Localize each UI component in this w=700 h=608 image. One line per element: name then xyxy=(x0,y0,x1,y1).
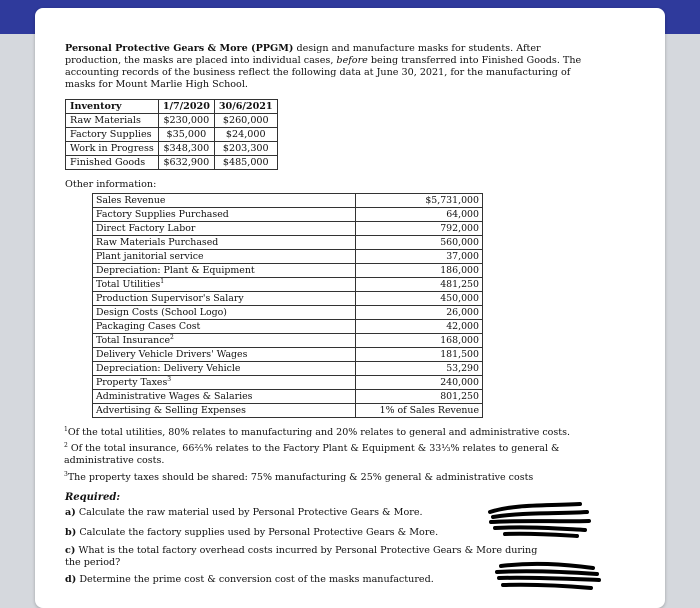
question-text: Calculate the raw material used by Personal Protective Gears & More. xyxy=(78,507,423,518)
inventory-header: 1/7/2020 xyxy=(158,100,214,114)
redaction-scribble xyxy=(485,500,605,540)
other-item-label: Delivery Vehicle Drivers' Wages xyxy=(93,348,356,362)
other-item-label: Total Utilities$^1$ xyxy=(93,278,356,292)
other-item-value: 792,000 xyxy=(356,222,483,236)
redaction-scribble xyxy=(493,558,603,596)
inventory-header: 30/6/2021 xyxy=(214,100,277,114)
question-text: What is the total factory overhead costs incurred by Personal Protective Gears & More during the period? xyxy=(65,545,538,568)
other-item-value: 53,290 xyxy=(356,362,483,376)
table-row xyxy=(93,390,483,404)
inventory-value: $230,000 xyxy=(158,114,214,128)
inventory-value: $35,000 xyxy=(158,128,214,142)
inventory-header: Inventory xyxy=(66,100,159,114)
other-item-value: 168,000 xyxy=(356,334,483,348)
table-row xyxy=(93,264,483,278)
intro-emphasis: before xyxy=(336,55,368,66)
table-row xyxy=(93,348,483,362)
other-item-value: 37,000 xyxy=(356,250,483,264)
other-item-value: 450,000 xyxy=(356,292,483,306)
other-item-label: Sales Revenue xyxy=(93,194,356,208)
inventory-item: Finished Goods xyxy=(66,156,159,170)
question-text: Calculate the factory supplies used by Personal Protective Gears & More. xyxy=(79,527,439,538)
table-row xyxy=(93,222,483,236)
footnote-mark: 1 xyxy=(64,425,68,433)
inventory-value: $348,300 xyxy=(158,142,214,156)
inventory-header-row xyxy=(66,100,278,114)
other-item-label: Packaging Cases Cost xyxy=(93,320,356,334)
table-row xyxy=(93,362,483,376)
footnote-property-taxes xyxy=(64,472,624,484)
table-row xyxy=(93,320,483,334)
table-row xyxy=(93,404,483,418)
inventory-value: $485,000 xyxy=(214,156,277,170)
footnote-text: Of the total insurance, 66⅔% relates to the Factory Plant & Equipment & 33⅓% relates to general & administrative costs. xyxy=(64,443,560,466)
question-c xyxy=(65,545,555,569)
question-letter: b) xyxy=(65,527,77,538)
other-info-label: Other information: xyxy=(65,179,157,190)
footnote-text: Of the total utilities, 80% relates to manufacturing and 20% relates to general and administrative costs. xyxy=(67,427,570,438)
other-item-label: Depreciation: Plant & Equipment xyxy=(93,264,356,278)
table-row xyxy=(93,292,483,306)
company-name: Personal Protective Gears & More (PPGM) xyxy=(65,43,294,54)
inventory-item: Factory Supplies xyxy=(66,128,159,142)
inventory-value: $260,000 xyxy=(214,114,277,128)
question-letter: c) xyxy=(65,545,76,556)
other-item-value: 26,000 xyxy=(356,306,483,320)
required-heading: Required: xyxy=(65,492,121,503)
other-item-label: Administrative Wages & Salaries xyxy=(93,390,356,404)
document-page xyxy=(35,8,665,608)
table-row xyxy=(66,128,278,142)
table-row xyxy=(93,208,483,222)
table-row xyxy=(93,250,483,264)
other-item-value: 64,000 xyxy=(356,208,483,222)
footnote-mark: 3 xyxy=(64,470,68,478)
question-text: Determine the prime cost & conversion cost of the masks manufactured. xyxy=(79,574,434,585)
inventory-value: $24,000 xyxy=(214,128,277,142)
table-row xyxy=(93,194,483,208)
other-item-label: Production Supervisor's Salary xyxy=(93,292,356,306)
inventory-table xyxy=(65,99,278,170)
inventory-item: Work in Progress xyxy=(66,142,159,156)
other-item-value: 801,250 xyxy=(356,390,483,404)
question-d xyxy=(65,574,565,586)
inventory-value: $203,300 xyxy=(214,142,277,156)
table-row xyxy=(93,236,483,250)
table-row xyxy=(93,376,483,390)
question-letter: a) xyxy=(65,507,76,518)
other-item-value: 42,000 xyxy=(356,320,483,334)
other-item-label: Advertising & Selling Expenses xyxy=(93,404,356,418)
other-info-table xyxy=(92,193,483,418)
other-item-value: 240,000 xyxy=(356,376,483,390)
table-row xyxy=(93,334,483,348)
other-item-label: Factory Supplies Purchased xyxy=(93,208,356,222)
inventory-item: Raw Materials xyxy=(66,114,159,128)
footnote-mark: 2 xyxy=(64,441,68,449)
intro-paragraph xyxy=(65,43,585,91)
other-item-label: Design Costs (School Logo) xyxy=(93,306,356,320)
other-item-label: Property Taxes$^3$ xyxy=(93,376,356,390)
other-item-label: Plant janitorial service xyxy=(93,250,356,264)
question-letter: d) xyxy=(65,574,77,585)
table-row xyxy=(66,142,278,156)
intro-text-1: design and manufacture masks for students. After production, the masks are placed into individual cases, xyxy=(65,43,541,66)
other-item-label: Direct Factory Labor xyxy=(93,222,356,236)
inventory-value: $632,900 xyxy=(158,156,214,170)
table-row xyxy=(66,114,278,128)
footnote-text: The property taxes should be shared: 75% manufacturing & 25% general & administrative costs xyxy=(67,472,534,483)
intro-text-2: being transferred into Finished Goods. The accounting records of the business reflect the following data at June 30, 2021, for the manufacturing of masks for Mount Marlie High School. xyxy=(65,55,582,90)
table-row xyxy=(66,156,278,170)
other-item-label: Raw Materials Purchased xyxy=(93,236,356,250)
other-item-label: Total Insurance$^2$ xyxy=(93,334,356,348)
other-item-value: 560,000 xyxy=(356,236,483,250)
table-row xyxy=(93,306,483,320)
footnote-insurance xyxy=(64,443,614,467)
other-item-value: 181,500 xyxy=(356,348,483,362)
footnote-utilities xyxy=(64,427,624,439)
other-item-value: 481,250 xyxy=(356,278,483,292)
table-row xyxy=(93,278,483,292)
other-item-label: Depreciation: Delivery Vehicle xyxy=(93,362,356,376)
other-item-value: 186,000 xyxy=(356,264,483,278)
other-item-value: 1% of Sales Revenue xyxy=(356,404,483,418)
other-item-value: $5,731,000 xyxy=(356,194,483,208)
